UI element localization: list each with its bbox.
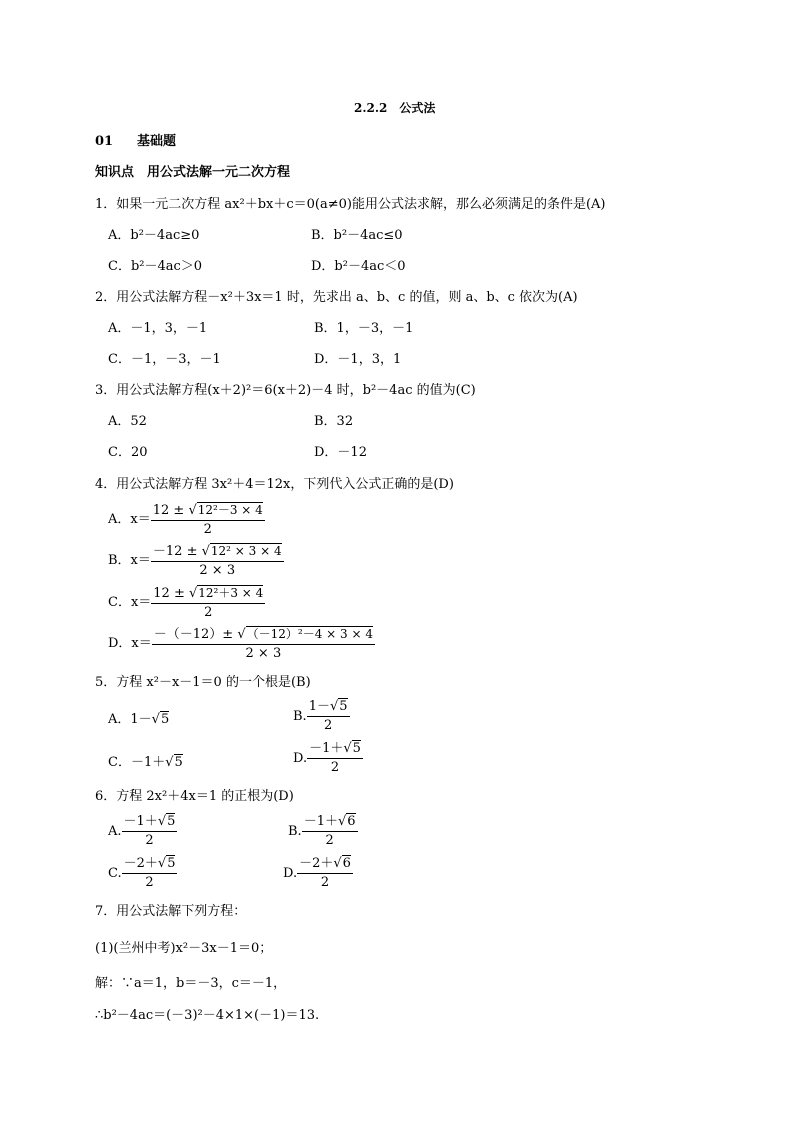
q6-b-fraction [302, 815, 358, 848]
q5-c-prefix: C．－1＋ [108, 754, 166, 770]
q4-stem: 4．用公式法解方程 3x²＋4＝12x，下列代入公式正确的是(D) [95, 477, 454, 492]
q6-c-radicand: 5 [167, 856, 176, 871]
q4-a-fraction [151, 503, 265, 537]
q4-d-radicand: （－12）²－4 × 3 × 4 [246, 627, 373, 641]
q6-a-numerator: －1＋ [123, 814, 158, 829]
q6-a-radicand: 5 [167, 814, 176, 829]
q6-option-a [108, 815, 177, 848]
q5-a-prefix: A．1－ [108, 711, 152, 727]
q7-stem: 7．用公式法解下列方程： [95, 904, 247, 919]
q5-c-radicand: 5 [174, 755, 183, 770]
q4-option-d [108, 627, 375, 661]
q6-a-fraction [122, 815, 178, 848]
q4-b-fraction [151, 544, 284, 578]
q4-b-label: B．x＝ [108, 553, 151, 568]
q4-d-numerator: －（－12）± [153, 627, 238, 642]
q4-c-numerator: 12 ± [153, 586, 189, 601]
q5-b-numerator: 1－ [308, 699, 330, 714]
q4-d-label: D．x＝ [108, 636, 152, 651]
q5-b-fraction [307, 700, 350, 733]
q6-a-denominator: 2 [145, 833, 154, 848]
q6-option-d [283, 857, 353, 890]
sqrt-icon: √ [151, 711, 160, 727]
q5-b-radicand: 5 [339, 699, 348, 714]
q6-c-numerator: －2＋ [123, 856, 158, 871]
q1-option-c: C．b²－4ac＞0 [108, 259, 203, 274]
sqrt-icon: √ [188, 503, 197, 518]
q5-d-radicand: 5 [352, 741, 361, 756]
q4-b-radicand: 12² × 3 × 4 [210, 544, 282, 558]
section-title: 2.2.2 公式法 [354, 101, 436, 115]
q5-b-label: B. [293, 708, 307, 724]
q4-b-denominator: 2 × 3 [199, 563, 236, 578]
q6-d-numerator: －2＋ [299, 856, 334, 871]
q6-d-label: D. [283, 865, 298, 881]
sqrt-icon: √ [201, 544, 210, 559]
q3-option-c: C．20 [108, 445, 148, 460]
q6-d-fraction [297, 857, 353, 890]
q4-a-label: A．x＝ [108, 512, 151, 527]
sqrt-icon: √ [333, 856, 342, 871]
q6-c-fraction [122, 857, 178, 890]
q5-d-denominator: 2 [330, 760, 340, 775]
sqrt-icon: √ [188, 586, 198, 601]
sqrt-icon: √ [165, 754, 174, 770]
q1-stem: 1．如果一元二次方程 ax²＋bx＋c＝0(a≠0)能用公式法求解，那么必须满足的条件是(A) [95, 197, 606, 212]
q5-b-denominator: 2 [323, 718, 333, 733]
sqrt-icon: √ [343, 741, 352, 756]
q6-b-numerator: －1＋ [303, 814, 338, 829]
q4-option-c [108, 586, 265, 620]
q1-option-d: D．b²－4ac＜0 [311, 259, 406, 274]
q3-option-b: B．32 [314, 414, 354, 429]
part-number: 01 [95, 134, 114, 149]
q6-b-radicand: 6 [347, 814, 356, 829]
q5-a-radicand: 5 [160, 712, 170, 727]
q6-c-denominator: 2 [145, 875, 154, 890]
q4-option-a [108, 503, 265, 537]
q6-option-c [108, 857, 177, 890]
q1-option-b: B．b²－4ac≤0 [311, 228, 403, 243]
q4-a-denominator: 2 [203, 522, 212, 537]
q5-option-c [108, 754, 183, 771]
q4-b-numerator: －12 ± [152, 544, 202, 559]
q4-c-radicand: 12²＋3 × 4 [198, 586, 264, 600]
q4-c-label: C．x＝ [108, 595, 152, 610]
q2-option-c: C．－1，－3，－1 [108, 352, 221, 367]
q2-option-b: B．1，－3，－1 [314, 321, 414, 336]
sqrt-icon: √ [157, 814, 167, 829]
part-name: 基础题 [137, 134, 177, 149]
q7-subquestion-1: (1)(兰州中考)x²－3x－1＝0； [95, 941, 273, 956]
q5-d-numerator: －1＋ [309, 741, 344, 756]
q5-stem: 5．方程 x²－x－1＝0 的一个根是(B) [95, 675, 311, 690]
q4-c-denominator: 2 [204, 605, 213, 620]
q6-a-label: A. [108, 823, 122, 839]
q4-c-fraction [151, 586, 265, 620]
q6-b-denominator: 2 [325, 833, 334, 848]
q6-b-label: B. [288, 823, 302, 839]
q4-a-numerator: 12 ± [152, 503, 189, 518]
q2-stem: 2．用公式法解方程－x²＋3x＝1 时，先求出 a、b、c 的值，则 a、b、c 依次为(A) [95, 290, 578, 305]
q2-option-d: D．－1，3，1 [314, 352, 402, 367]
q5-option-d [293, 742, 363, 775]
q4-a-radicand: 12²－3 × 4 [197, 503, 263, 517]
q6-stem: 6．方程 2x²＋4x＝1 的正根为(D) [95, 789, 294, 804]
q1-option-a: A．b²－4ac≥0 [108, 228, 200, 243]
q3-option-a: A．52 [108, 414, 147, 429]
q3-stem: 3．用公式法解方程(x＋2)²＝6(x＋2)－4 时，b²－4ac 的值为(C) [95, 383, 476, 398]
q6-d-radicand: 6 [342, 856, 351, 871]
sqrt-icon: √ [237, 627, 246, 642]
q7-solution-line-2: ∴b²－4ac＝(－3)²－4×1×(－1)＝13. [95, 1008, 320, 1023]
sqrt-icon: √ [329, 699, 339, 714]
q2-option-a: A．－1，3，－1 [108, 321, 208, 336]
q5-option-b [293, 700, 350, 733]
q4-d-denominator: 2 × 3 [245, 646, 282, 661]
q6-option-b [288, 815, 358, 848]
q6-c-label: C. [108, 865, 122, 881]
q4-option-b [108, 544, 284, 578]
q5-d-label: D. [293, 750, 308, 766]
q4-d-fraction [152, 627, 375, 661]
q3-option-d: D．－12 [314, 445, 367, 460]
sqrt-icon: √ [157, 856, 167, 871]
sqrt-icon: √ [337, 814, 347, 829]
q5-option-a [108, 711, 169, 728]
q7-solution-line-1: 解：∵a＝1，b＝－3，c＝－1， [95, 976, 287, 991]
q6-d-denominator: 2 [320, 875, 330, 890]
q5-d-fraction [307, 742, 363, 775]
knowledge-point: 知识点 用公式法解一元二次方程 [95, 165, 291, 180]
